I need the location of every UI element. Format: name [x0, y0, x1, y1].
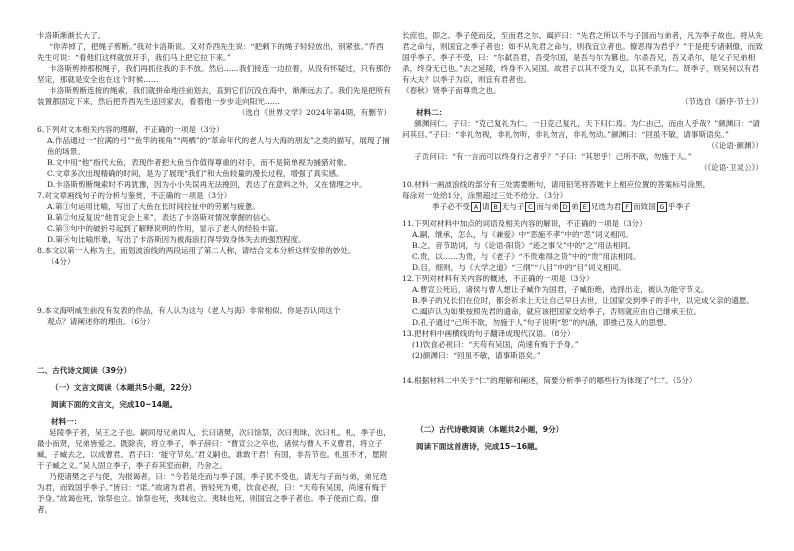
- break-box-e[interactable]: E: [580, 202, 590, 212]
- question-6-option: A.作品通过一“拉满的弓”“鱼竿的视角”“两栖”的“革命年代的老人与大海的朋友”之类的描写，展现了捕鱼的场景。: [47, 136, 390, 156]
- right-column: [402, 30, 763, 452]
- question-6-stem: 6.下列对文本相关内容的理解，不正确的一项是（3分）: [37, 125, 224, 134]
- material-2-source: （《论语·颜渊》）: [707, 141, 763, 150]
- subsection-heading: （二）古代诗歌阅读（本题共2小题，9分）: [416, 425, 564, 434]
- break-box-g[interactable]: G: [657, 202, 667, 212]
- question-7-option: B.第②句反复说“他肯定会上来”，表达了卡洛斯对情况掌握的信心。: [47, 213, 276, 222]
- answer-space: [37, 327, 391, 365]
- material-2-text: 子贡问曰：“有一言而可以终身行之者乎？”子曰：“其恕乎！己所不欲，勿施于人。”: [414, 152, 692, 161]
- sequence-text: 季子必不受: [432, 202, 470, 211]
- question-13-item: (2)颜渊曰：“回虽不敏，请事斯语矣。”: [412, 351, 541, 360]
- break-box-b[interactable]: B: [491, 202, 501, 212]
- material-1-source: （节选自《新序·节士》）: [680, 97, 763, 106]
- sequence-text: 而致国: [633, 202, 656, 211]
- question-12-option: B.季子的兄长们在位时，都会祈求上天让自己早日去世，让国家交到季子的手中，以完成父亲的遗愿。: [412, 296, 755, 305]
- question-12-option: A.曹宣公死后，诸侯与曹人想让子臧作为国君，子臧拒绝，选择出走，被认为能守节义。: [412, 285, 709, 294]
- sequence-text: 乎季子: [667, 202, 691, 211]
- reading-instruction: 阅读下面这首唐诗，完成15~16题。: [416, 442, 543, 451]
- question-7-option: A.第①句运用比喻，写出了大鱼在长时间拉扯中的劳累与疲惫。: [47, 202, 260, 211]
- break-box-f[interactable]: F: [622, 202, 632, 212]
- question-6-option: C.文章多次出现精确的时间，是为了展现“我们”和大鱼较量的漫长过程，增强了真实感。: [47, 169, 344, 178]
- answer-space: [402, 386, 763, 424]
- question-14-stem: 14.根据材料二中关于“仁”的理解和阐述，简要分析季子的哪些行为体现了“仁”。（5分）: [402, 376, 697, 385]
- question-9-stem: 9.本文海明威生前没有发表的作品，有人认为这与《老人与海》非常相似。你是否认同这个: [37, 306, 341, 315]
- question-7-option: D.第④句比喻形象，写出了卡洛斯因为被海浪打得导致身体失去的强烈程度。: [47, 235, 306, 244]
- question-12-stem: 12.下列对材料有关内容的概述，不正确的一项是（3分）: [402, 274, 594, 283]
- answer-space: [37, 267, 391, 305]
- break-box-a[interactable]: A: [471, 202, 481, 212]
- material-1-text: 乃使诸樊之子与使，为报谒者，曰：“今若是迮而与季子国，季子犹不受也，请无与子而与弟，弟兄迭为君，而致国乎季子。”皆曰：“诺。”故诸为君者，皆轻死为勇，饮食必祝，曰：“天苟有吴国，尚速有悔于予身。”故谒也死，馀祭也立。馀祭也死，夷昧也立。夷昧也死，则国宜之季子者也。季子使而亡焉。僚者，: [37, 472, 388, 514]
- story-paragraph: “你弄掉了，把绳子剪断。”我对卡洛斯说。又对乔西先生说：“把剩下的绳子轻轻放出，别紧张。”乔西先生可说：“看他们这样就放开手，我们马上把它拉下来。”: [37, 42, 384, 62]
- subsection-heading: （一）文言文阅读（本题共5小题，22分）: [51, 383, 196, 392]
- question-8-points: （4分）: [47, 257, 75, 266]
- question-11-option: B.之，音节助词，与《论语·阳货》“迹之事父”中的“之”用法相同。: [412, 241, 636, 250]
- section-heading: 二、古代诗文阅读（39分）: [37, 366, 132, 375]
- break-box-c[interactable]: C: [525, 202, 535, 212]
- material-1-text: 延陵季子者，吴王之子也。嗣同母兄弟四人，长曰诸樊，次曰馀祭，次曰夷昧，次曰札。札，季子也，最小而贤，兄弟皆爱之。既除丧，将立季子，季子辞曰：“曹宣公之卒也，诸侯与曹人不义曹君，将立子臧，子臧去之，以成曹君。君子曰：‘能守节矣。’君义嗣也，谁敢干君！有国，非吾节也。札虽不才，愿附于子臧之义。”吴人固立季子，季子弃其室而耕，乃舍之。: [37, 428, 391, 470]
- question-13-item: (1)饮食必祝曰：“天苟有吴国，尚速有悔于予身。”: [412, 340, 579, 349]
- question-10-stem-cont: 每涂对一处给1分，涂黑超过三处不给分。（3分）: [402, 191, 568, 200]
- material-2-text: 颜渊问仁。子曰：“克己复礼为仁。一日克己复礼，天下归仁焉。为仁由己，而由人乎哉？”颜渊曰：“请问其目。”子曰：“非礼勿视，非礼勿听，非礼勿言，非礼勿动。”颜渊曰：“回虽不敏，请事斯语矣。”: [402, 119, 760, 139]
- question-12-option: C.阖庐认为如果按照先君的遗命，就应该把国家交给季子，否则就应由自己继承王位。: [412, 307, 701, 316]
- sequence-text: 无与子: [501, 202, 525, 211]
- sequence-text: 而与弟: [536, 202, 560, 211]
- question-7-option: C.第③句中的破折号起到了解释说明的作用，显示了老人的经验丰富。: [47, 224, 283, 233]
- sequence-text: 请: [481, 202, 490, 211]
- question-11-option: D.目，细则，与《大学之道》“三纲”“八目”中的“目”词义相同。: [412, 263, 626, 272]
- question-11-stem: 11.下列对材料中加点的词语及相关内容的解说，不正确的一项是（3分）: [402, 219, 647, 228]
- question-11-option: C.贵，以……为贵，与《老子》“不贵难得之货”中的“贵”用法相同。: [412, 252, 641, 261]
- material-1-text-cont: 长庶也，即之。季子使而反，至而君之尔。阖庐曰：“先君之所以不与子国而与弟者，凡为季子故也。将从先君之命与，则国宜之季子者也；如不从先君之命与，则我宜立者也。僚恶得为君乎？”于是使专诸刺僚，而致国乎季子。季子不受，曰：“尔弑吾君，吾受尔国，是吾与尔为篡也。尔杀吾兄，吾又杀尔，是父子兄弟相杀，终身无已也。”去之延陵，终身不入吴国。故君子以其不受为义，以其不杀为仁。贤季子，则吴何以有君有大夫？以季子为臣，则宜有君者也。: [402, 31, 763, 84]
- question-10-stem: 10.材料一画波浪线的部分有三处需要断句，请用铅笔将答题卡上相应位置的答案标号涂黑，: [402, 180, 711, 189]
- break-box-d[interactable]: D: [560, 202, 570, 212]
- story-source: （选自《世界文学》2024年第4期，有删节）: [237, 108, 391, 117]
- material-2-source: （《论语·卫灵公》）: [699, 163, 763, 172]
- sequence-text: 兄迭为君: [590, 202, 622, 211]
- question-10-sequence: [432, 201, 763, 212]
- question-13-stem: 13.把材料中画横线的句子翻译成现代汉语。（8分）: [402, 329, 575, 338]
- question-7-stem: 7.对文章画线句子的分析与鉴赏，不正确的一项是（3分）: [37, 191, 232, 200]
- sequence-text: 弟: [571, 202, 579, 211]
- answer-space: [402, 361, 763, 375]
- story-paragraph: 卡洛斯剪断连接的绳索，我们就拼命地往前划去，直到它们沉没在海中，渐渐远去了。我们先是把所有装置都固定下来，然后把乔西先生送回家去，看着他一步步走向阳光……: [37, 86, 391, 106]
- question-6-option: D.卡洛斯剪断绳索时不再犹豫，因为小小失误再无法挽回，表达了在意料之外，又在情理之中。: [47, 180, 367, 189]
- question-8-stem: 8.本文以第一人称为主，而划波浪线的两段运用了第二人称，请结合文本分析这样安排的妙处。: [37, 246, 356, 255]
- material-1-title: 材料一：: [51, 417, 82, 426]
- story-paragraph: 卡洛斯剪掉那根绳子，我们再抓住我的手不放。然后……我们接连一边拉着，从没有怀疑过，只有那份坚定，那就是安全也在这个时候……: [37, 64, 391, 84]
- material-1-text-cont: 《春秋》贤季子而尊贵之也。: [402, 86, 501, 95]
- question-12-option: D.孔子通过“己所不欲，勿施于人”句子说明“恕”的内涵，即推己及人的思想。: [412, 318, 672, 327]
- reading-instruction: 阅读下面的文言文，完成10~14题。: [51, 400, 178, 409]
- material-2-title: 材料二：: [416, 108, 447, 117]
- story-paragraph: 卡洛斯渐渐长大了。: [37, 31, 106, 40]
- question-11-option: A.嗣，继承，怎么，与《兼爱》中“恶施不孝”中的“恶”词义相同。: [412, 230, 633, 239]
- question-6-option: B.文中用“他”指代大鱼，表现作者把大鱼当作值得尊重的对手，而不是简单视为捕猎对象。: [47, 158, 352, 167]
- question-9-stem-cont: 观点？请阐述你的理由。（6分）: [47, 317, 155, 326]
- left-column: [37, 30, 391, 515]
